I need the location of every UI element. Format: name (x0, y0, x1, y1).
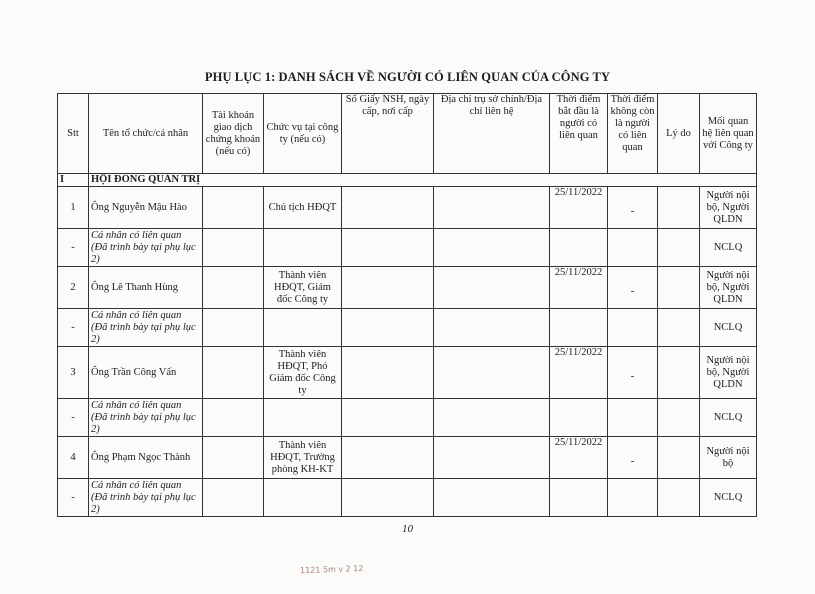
row-reason (658, 187, 700, 229)
row-start: 25/11/2022 (550, 267, 608, 309)
row-address (434, 347, 550, 399)
row-account (203, 479, 264, 517)
row-reason (658, 437, 700, 479)
row-address (434, 229, 550, 267)
row-end (608, 479, 658, 517)
section-label: HỘI ĐỒNG QUẢN TRỊ (89, 174, 757, 187)
row-start (550, 229, 608, 267)
row-end (608, 399, 658, 437)
row-account (203, 437, 264, 479)
header-row (58, 94, 757, 174)
row-stt: - (58, 399, 89, 437)
header-address: Địa chỉ trụ sở chính/Địa chỉ liên hệ (434, 94, 550, 174)
row-stt: - (58, 479, 89, 517)
document-title: PHỤ LỤC 1: DANH SÁCH VỀ NGƯỜI CÓ LIÊN QUAN CỦA CÔNG TY (204, 70, 611, 84)
row-end: - (608, 187, 658, 229)
row-end: - (608, 437, 658, 479)
row-account (203, 309, 264, 347)
row-start: 25/11/2022 (550, 187, 608, 229)
row-name: Ông Phạm Ngọc Thành (89, 437, 203, 479)
row-start (550, 399, 608, 437)
related-persons-table (57, 93, 757, 517)
row-account (203, 267, 264, 309)
header-position: Chức vụ tại công ty (nếu có) (264, 94, 342, 174)
header-start: Thời điểm bắt đầu là người có liên quan (550, 94, 608, 174)
row-address (434, 479, 550, 517)
row-reason (658, 347, 700, 399)
table-row (58, 187, 757, 229)
row-name: Cá nhân có liên quan (Đã trình bày tại phụ lục 2) (89, 479, 203, 517)
row-address (434, 309, 550, 347)
row-start (550, 309, 608, 347)
row-start: 25/11/2022 (550, 347, 608, 399)
row-relation: Người nội bộ, Người QLDN (700, 347, 757, 399)
row-address (434, 187, 550, 229)
row-position: Chủ tịch HĐQT (264, 187, 342, 229)
row-id (342, 479, 434, 517)
table-row (58, 309, 757, 347)
row-start: 25/11/2022 (550, 437, 608, 479)
header-reason: Lý do (658, 94, 700, 174)
row-stt: - (58, 309, 89, 347)
row-id (342, 347, 434, 399)
row-stt: - (58, 229, 89, 267)
header-end: Thời điểm không còn là người có liên quan (608, 94, 658, 174)
row-end: - (608, 347, 658, 399)
row-reason (658, 399, 700, 437)
header-stt: Stt (58, 94, 89, 174)
row-reason (658, 309, 700, 347)
row-id (342, 187, 434, 229)
row-address (434, 399, 550, 437)
row-name: Ông Trần Công Vấn (89, 347, 203, 399)
row-name: Cá nhân có liên quan (Đã trình bày tại phụ lục 2) (89, 229, 203, 267)
row-account (203, 347, 264, 399)
row-position (264, 479, 342, 517)
header-name: Tên tổ chức/cá nhân (89, 94, 203, 174)
row-relation: NCLQ (700, 229, 757, 267)
row-reason (658, 479, 700, 517)
row-account (203, 187, 264, 229)
page-number: 10 (402, 523, 413, 535)
row-name: Cá nhân có liên quan (Đã trình bày tại phụ lục 2) (89, 309, 203, 347)
row-reason (658, 229, 700, 267)
row-stt: 1 (58, 187, 89, 229)
row-position (264, 399, 342, 437)
row-relation: Người nội bộ, Người QLDN (700, 187, 757, 229)
row-id (342, 229, 434, 267)
row-id (342, 437, 434, 479)
row-account (203, 229, 264, 267)
row-name: Cá nhân có liên quan (Đã trình bày tại phụ lục 2) (89, 399, 203, 437)
table-row (58, 347, 757, 399)
row-account (203, 399, 264, 437)
row-stt: 2 (58, 267, 89, 309)
row-id (342, 309, 434, 347)
row-name: Ông Lê Thanh Hùng (89, 267, 203, 309)
header-relation: Mối quan hệ liên quan với Công ty (700, 94, 757, 174)
row-position: Thành viên HĐQT, Phó Giám đốc Công ty (264, 347, 342, 399)
section-row (58, 174, 757, 187)
header-account: Tài khoản giao dịch chứng khoán (nếu có) (203, 94, 264, 174)
row-relation: Người nội bộ, Người QLDN (700, 267, 757, 309)
table-row (58, 399, 757, 437)
row-end (608, 229, 658, 267)
section-stt: I (58, 174, 89, 187)
row-stt: 3 (58, 347, 89, 399)
row-reason (658, 267, 700, 309)
row-id (342, 399, 434, 437)
row-relation: NCLQ (700, 309, 757, 347)
row-position (264, 309, 342, 347)
row-start (550, 479, 608, 517)
row-position: Thành viên HĐQT, Trưởng phòng KH-KT (264, 437, 342, 479)
row-relation: Người nội bộ (700, 437, 757, 479)
row-stt: 4 (58, 437, 89, 479)
row-name: Ông Nguyễn Mậu Hào (89, 187, 203, 229)
row-id (342, 267, 434, 309)
table-row (58, 229, 757, 267)
header-id: Số Giấy NSH, ngày cấp, nơi cấp (342, 94, 434, 174)
row-position (264, 229, 342, 267)
row-address (434, 437, 550, 479)
row-relation: NCLQ (700, 399, 757, 437)
row-relation: NCLQ (700, 479, 757, 517)
row-address (434, 267, 550, 309)
table-row (58, 267, 757, 309)
handwritten-note: 1121 5m v 2 12 (299, 563, 364, 576)
row-position: Thành viên HĐQT, Giám đốc Công ty (264, 267, 342, 309)
table-row (58, 437, 757, 479)
row-end (608, 309, 658, 347)
row-end: - (608, 267, 658, 309)
table-row (58, 479, 757, 517)
